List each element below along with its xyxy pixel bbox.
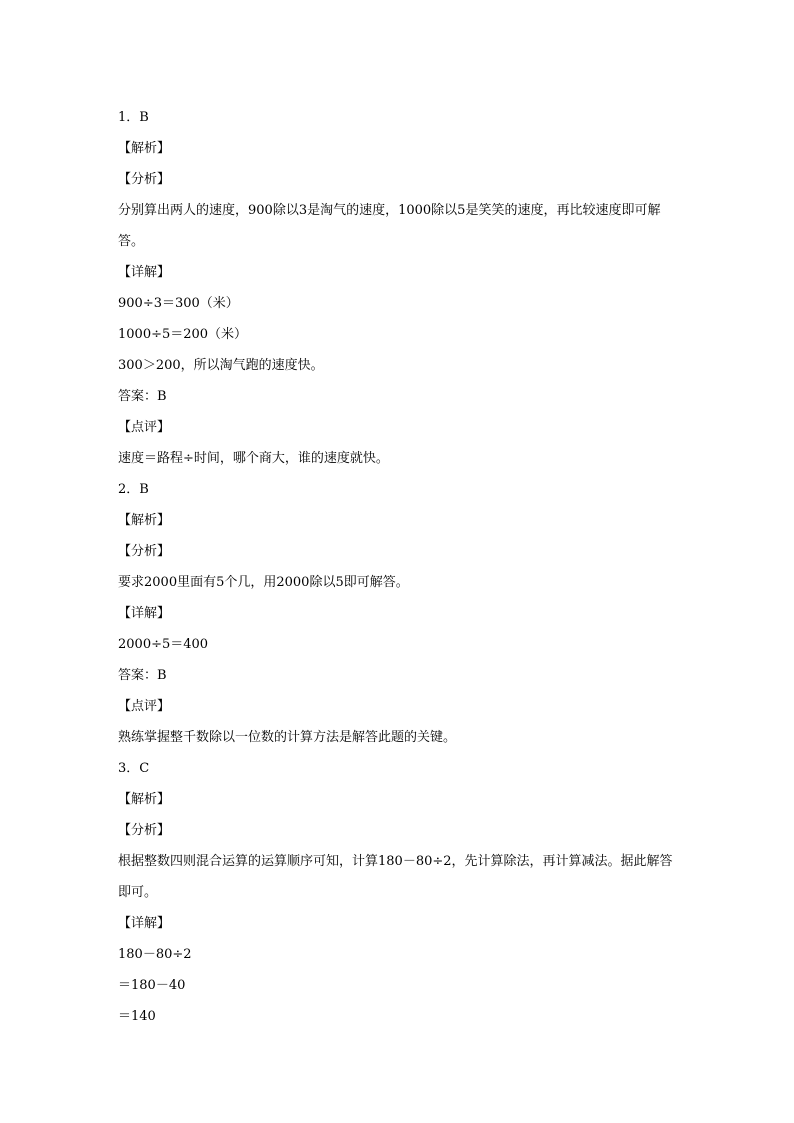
comment-text: 熟练掌握整千数除以一位数的计算方法是解答此题的关键。 bbox=[118, 730, 457, 745]
calc-line: 2000÷5＝400 bbox=[118, 637, 209, 652]
analysis-heading: 【解析】 bbox=[118, 792, 171, 807]
fenxi-text: 分别算出两人的速度，900除以3是淘气的速度，1000除以5是笑笑的速度，再比较速度即可解答。 bbox=[118, 203, 661, 249]
question-3-answer: 3．C bbox=[118, 761, 150, 776]
calc-line: 180－80÷2 bbox=[118, 947, 192, 962]
analysis-heading: 【解析】 bbox=[118, 513, 171, 528]
fenxi-heading: 【分析】 bbox=[118, 823, 171, 838]
answer-text: 答案：B bbox=[118, 668, 167, 683]
calc-line: ＝180－40 bbox=[118, 978, 186, 993]
answer-text: 答案：B bbox=[118, 389, 167, 404]
calc-line: 900÷3＝300（米） bbox=[118, 296, 239, 311]
detail-heading: 【详解】 bbox=[118, 916, 171, 931]
detail-heading: 【详解】 bbox=[118, 265, 171, 280]
fenxi-text: 要求2000里面有5个几，用2000除以5即可解答。 bbox=[118, 575, 409, 590]
calc-line: 1000÷5＝200（米） bbox=[118, 327, 248, 342]
question-1-answer: 1．B bbox=[118, 110, 149, 125]
document-page bbox=[118, 102, 678, 1032]
fenxi-heading: 【分析】 bbox=[118, 544, 171, 559]
conclusion-text: 300＞200，所以淘气跑的速度快。 bbox=[118, 358, 324, 373]
comment-heading: 【点评】 bbox=[118, 699, 171, 714]
comment-text: 速度＝路程÷时间，哪个商大，谁的速度就快。 bbox=[118, 451, 389, 466]
calc-line: ＝140 bbox=[118, 1009, 156, 1024]
fenxi-heading: 【分析】 bbox=[118, 172, 171, 187]
comment-heading: 【点评】 bbox=[118, 420, 171, 435]
detail-heading: 【详解】 bbox=[118, 606, 171, 621]
analysis-heading: 【解析】 bbox=[118, 141, 171, 156]
question-2-answer: 2．B bbox=[118, 482, 149, 497]
fenxi-text: 根据整数四则混合运算的运算顺序可知，计算180－80÷2，先计算除法，再计算减法。据此解答即可。 bbox=[118, 854, 673, 900]
